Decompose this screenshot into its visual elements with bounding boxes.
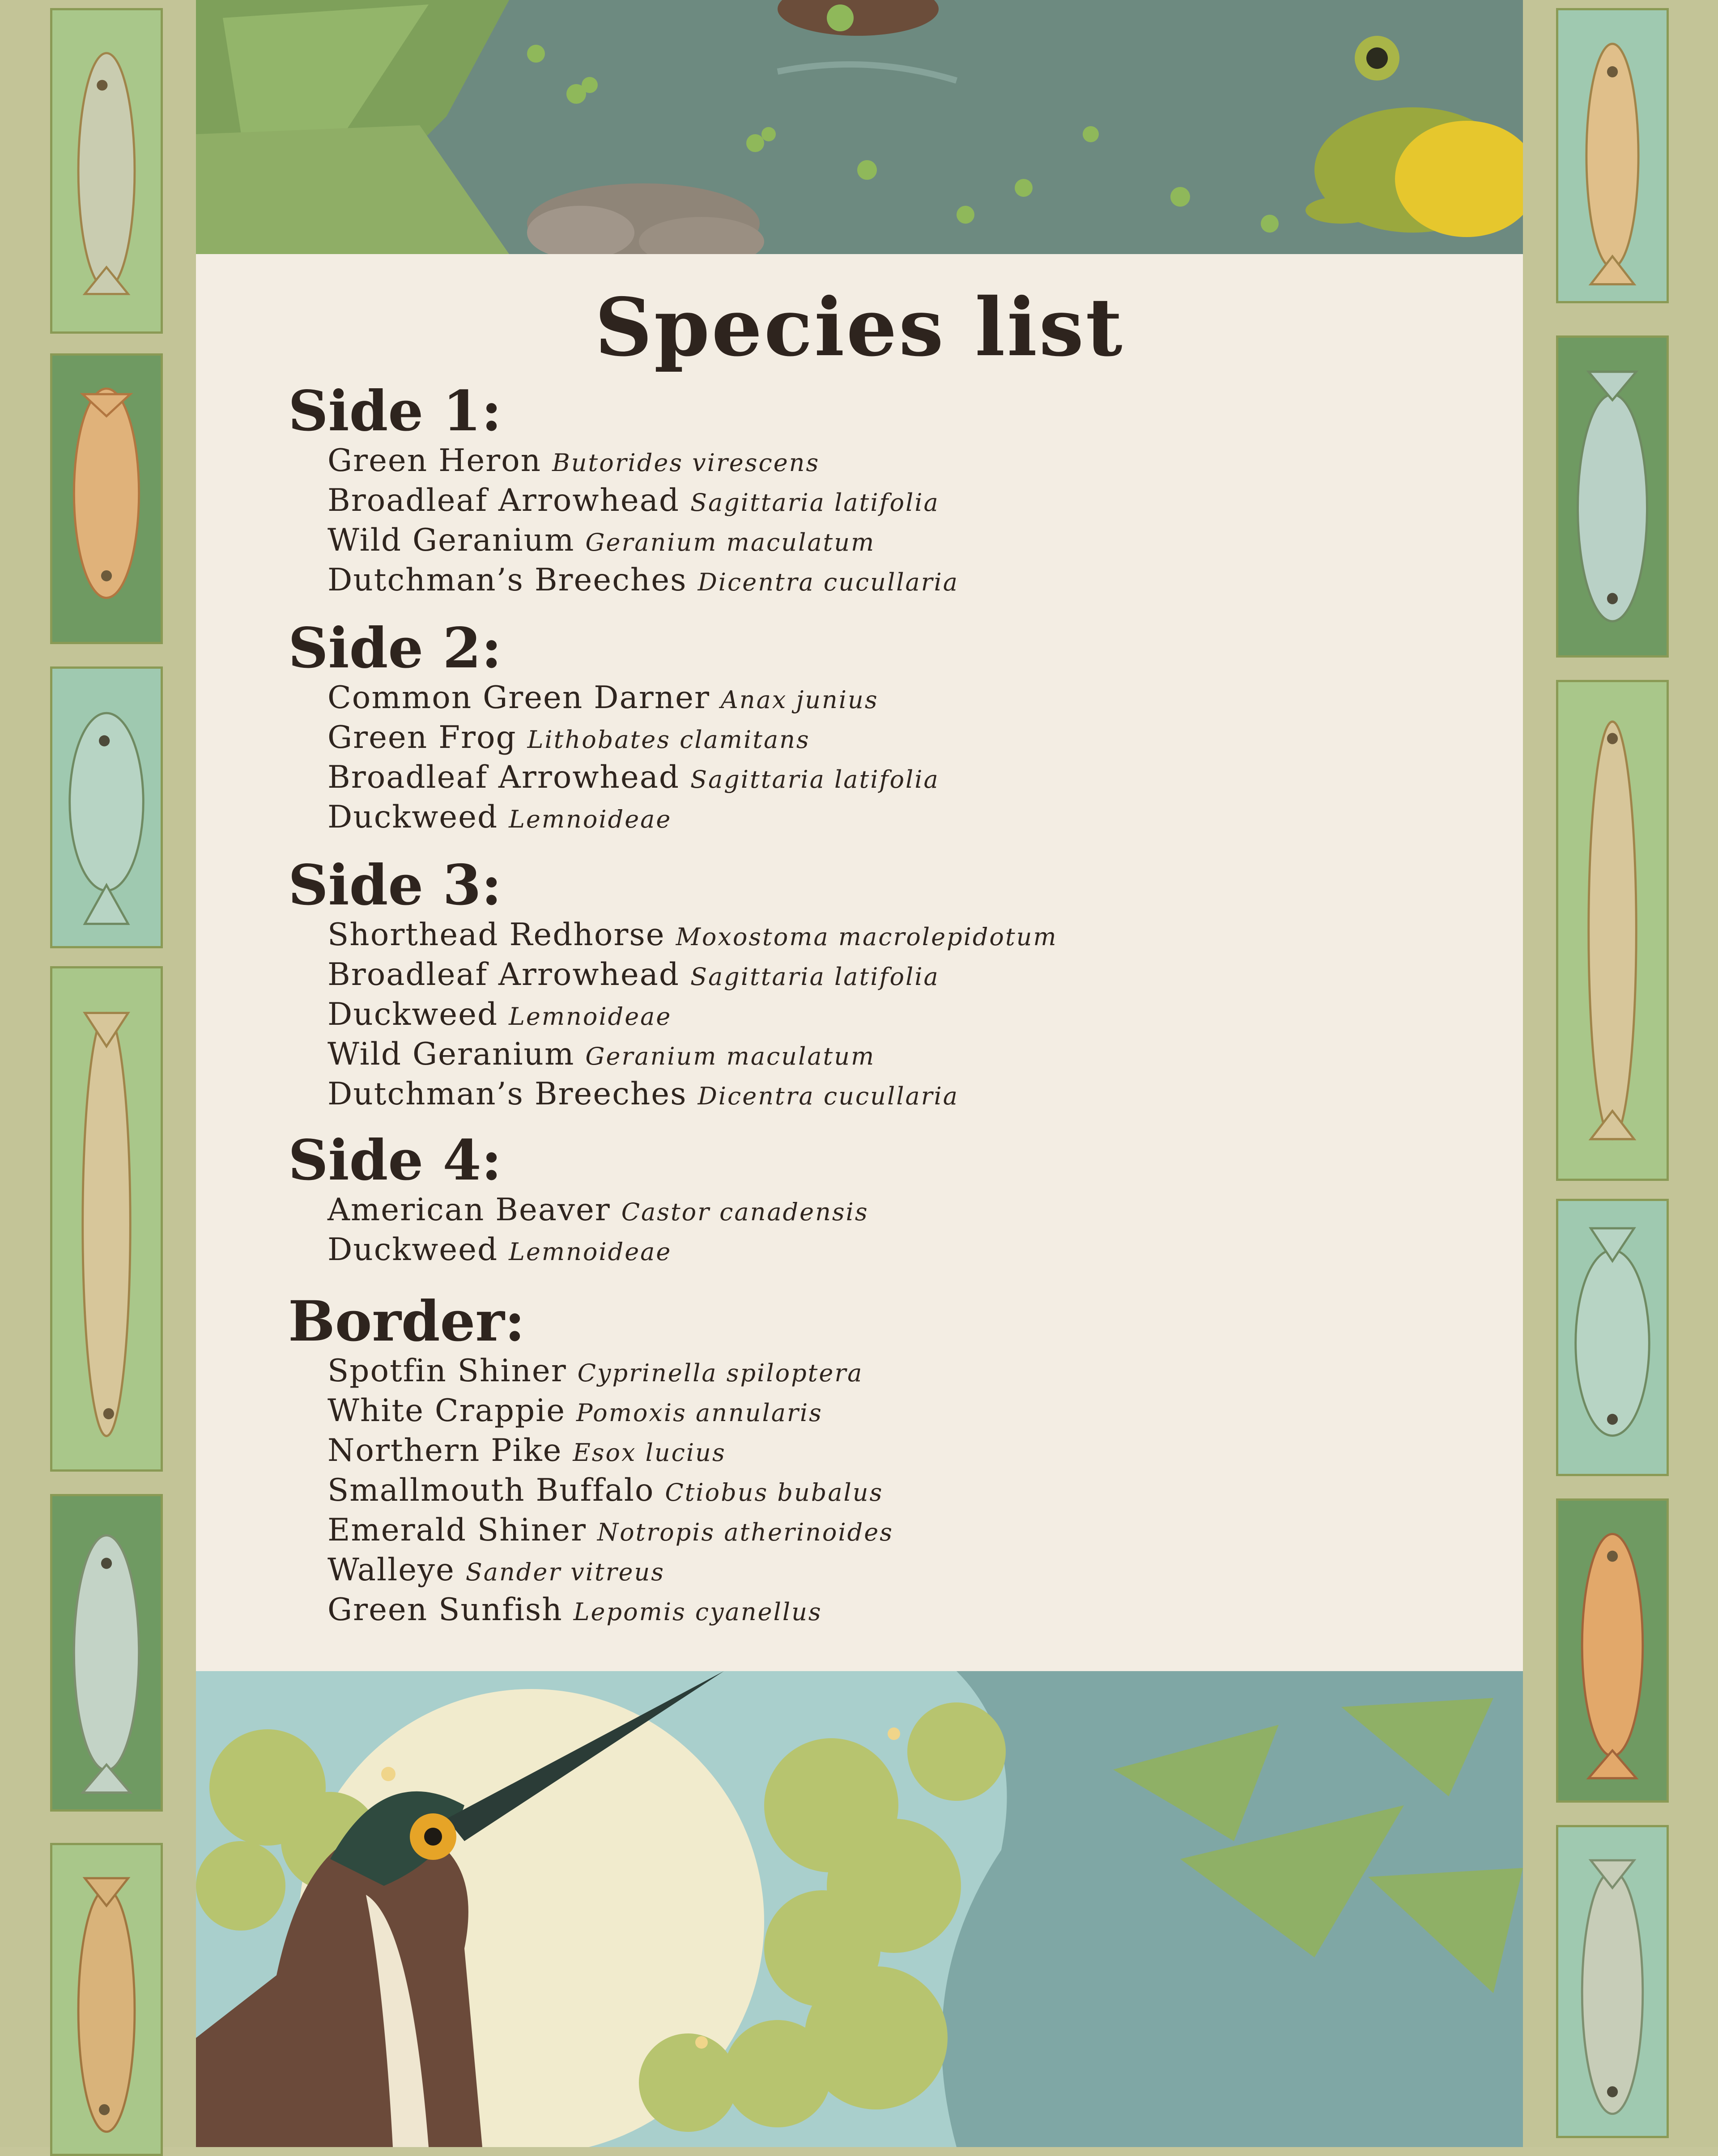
section-heading: Side 2: [288, 616, 502, 681]
section-side-4 [288, 1128, 869, 1271]
right-fish-border [1523, 0, 1718, 2147]
list-item: Broadleaf Arrowhead Sagittaria latifolia [327, 957, 940, 993]
fish-tile-green-sunfish-right [1556, 1199, 1669, 1476]
list-item: White Crappie Pomoxis annularis [327, 1393, 823, 1429]
left-fish-border [0, 0, 196, 2147]
pond-illustration [196, 0, 1523, 254]
list-item: Broadleaf Arrowhead Sagittaria latifolia [327, 483, 940, 518]
list-item: Common Green Darner Anax junius [327, 680, 879, 716]
list-item: Green Sunfish Lepomis cyanellus [327, 1592, 822, 1628]
fish-icon [1558, 338, 1667, 655]
heron-illustration [196, 1671, 1523, 2147]
list-item: Wild Geranium Geranium maculatum [327, 522, 876, 558]
fish-icon [1558, 1501, 1667, 1800]
list-item: Duckweed Lemnoideae [327, 997, 672, 1032]
list-item: Shorthead Redhorse Moxostoma macrolepidotum [327, 917, 1058, 953]
fish-tile-walleye-right [1556, 1825, 1669, 2138]
species-list-panel [196, 254, 1523, 1671]
section-heading: Border: [288, 1289, 525, 1354]
fish-tile-green-sunfish [50, 666, 163, 948]
list-item: Duckweed Lemnoideae [327, 799, 672, 835]
fish-tile-northern-pike [50, 966, 163, 1472]
list-item: Duckweed Lemnoideae [327, 1232, 672, 1268]
section-heading: Side 4: [288, 1128, 502, 1193]
section-border [288, 1289, 893, 1631]
fish-tile-white-crappie [50, 353, 163, 644]
fish-tile-spotfin-shiner-right [1556, 1498, 1669, 1803]
section-side-3 [288, 853, 1058, 1115]
fish-icon [52, 356, 161, 642]
section-heading: Side 1: [288, 379, 502, 444]
list-item: Wild Geranium Geranium maculatum [327, 1036, 876, 1072]
fish-icon [52, 10, 161, 331]
fish-icon [52, 1845, 161, 2154]
fish-icon [1558, 682, 1667, 1179]
list-item: Spotfin Shiner Cyprinella spiloptera [327, 1353, 863, 1389]
fish-tile-spotfin-shiner [50, 8, 163, 334]
list-item: Green Heron Butorides virescens [327, 443, 820, 479]
list-item: Broadleaf Arrowhead Sagittaria latifolia [327, 760, 940, 795]
fish-tile-emerald-shiner [1556, 8, 1669, 303]
list-item: American Beaver Castor canadensis [327, 1192, 869, 1228]
fish-icon [52, 669, 161, 946]
fish-tile-white-crappie-right [1556, 335, 1669, 658]
section-side-2 [288, 616, 940, 838]
list-item: Northern Pike Esox lucius [327, 1433, 726, 1468]
fish-tile-walleye [50, 1843, 163, 2156]
section-side-1 [288, 379, 959, 601]
fish-icon [52, 968, 161, 1469]
list-item: Dutchman’s Breeches Dicentra cucullaria [327, 562, 959, 598]
list-item: Emerald Shiner Notropis atherinoides [327, 1512, 893, 1548]
list-item: Dutchman’s Breeches Dicentra cucullaria [327, 1076, 959, 1112]
fish-tile-smallmouth-buffalo [50, 1494, 163, 1812]
list-item: Walleye Sander vitreus [327, 1552, 665, 1588]
fish-icon [1558, 10, 1667, 301]
page-title: Species list [595, 280, 1124, 374]
fish-icon [52, 1496, 161, 1809]
list-item: Green Frog Lithobates clamitans [327, 720, 810, 755]
fish-icon [1558, 1827, 1667, 2136]
list-item: Smallmouth Buffalo Ctiobus bubalus [327, 1473, 884, 1508]
fish-tile-northern-pike-right [1556, 680, 1669, 1181]
section-heading: Side 3: [288, 853, 502, 918]
fish-icon [1558, 1201, 1667, 1474]
